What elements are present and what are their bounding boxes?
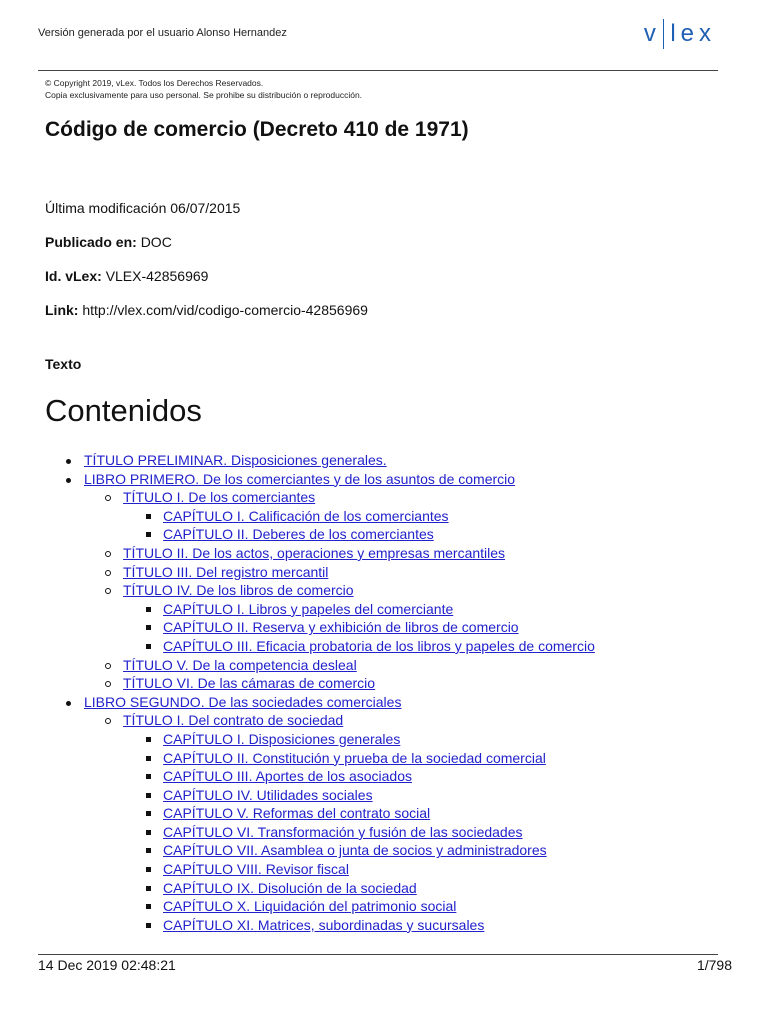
toc-link[interactable]: CAPÍTULO VI. Transformación y fusión de las sociedades xyxy=(163,823,523,840)
square-bullet-icon xyxy=(146,923,151,928)
vlex-id-label: Id. vLex: xyxy=(45,268,102,284)
table-of-contents xyxy=(0,451,595,934)
toc-item xyxy=(0,544,595,563)
toc-link[interactable]: TÍTULO VI. De las cámaras de comercio xyxy=(123,675,376,692)
circle-bullet-icon xyxy=(105,718,111,724)
toc-link[interactable]: CAPÍTULO XI. Matrices, subordinadas y sucursales xyxy=(163,916,485,933)
toc-link[interactable]: CAPÍTULO I. Libros y papeles del comerciante xyxy=(163,600,454,617)
disc-bullet-icon xyxy=(66,701,71,706)
published-label: Publicado en: xyxy=(45,234,137,250)
square-bullet-icon xyxy=(146,811,151,816)
toc-item xyxy=(0,618,595,637)
toc-item xyxy=(0,525,595,544)
toc-item xyxy=(0,600,595,619)
toc-link[interactable]: CAPÍTULO IV. Utilidades sociales xyxy=(163,786,373,803)
disc-bullet-icon xyxy=(66,478,71,483)
footer-page-number: 1/798 xyxy=(696,957,732,973)
toc-link[interactable]: CAPÍTULO V. Reformas del contrato social xyxy=(163,805,431,822)
toc-link[interactable]: TÍTULO I. De los comerciantes xyxy=(123,489,316,506)
toc-link[interactable]: TÍTULO I. Del contrato de sociedad xyxy=(123,712,344,729)
footer-timestamp: 14 Dec 2019 02:48:21 xyxy=(38,957,176,973)
toc-item xyxy=(0,637,595,656)
copyright-line-2: Copia exclusivamente para uso personal. Se prohibe su distribución o reproducción. xyxy=(45,90,363,100)
circle-bullet-icon xyxy=(105,681,111,687)
square-bullet-icon xyxy=(146,904,151,909)
circle-bullet-icon xyxy=(105,588,111,594)
toc-item xyxy=(0,841,595,860)
logo-right-letters: lex xyxy=(670,20,716,47)
toc-link[interactable]: TÍTULO III. Del registro mercantil xyxy=(123,563,329,580)
footer-divider xyxy=(38,954,718,955)
square-bullet-icon xyxy=(146,886,151,891)
toc-item xyxy=(0,767,595,786)
square-bullet-icon xyxy=(146,756,151,761)
toc-link[interactable]: CAPÍTULO II. Reserva y exhibición de libros de comercio xyxy=(163,619,519,636)
disc-bullet-icon xyxy=(66,459,71,464)
text-label: Texto xyxy=(45,356,82,372)
page-header xyxy=(38,0,718,70)
square-bullet-icon xyxy=(146,737,151,742)
toc-link[interactable]: CAPÍTULO IX. Disolución de la sociedad xyxy=(163,879,417,896)
square-bullet-icon xyxy=(146,793,151,798)
logo-divider xyxy=(663,19,665,49)
circle-bullet-icon xyxy=(105,495,111,501)
published-value: DOC xyxy=(140,234,172,250)
vlex-id xyxy=(45,268,208,284)
toc-item xyxy=(0,860,595,879)
circle-bullet-icon xyxy=(105,551,111,557)
toc-item xyxy=(0,897,595,916)
document-link xyxy=(45,302,368,318)
toc-item xyxy=(0,563,595,582)
toc-link[interactable]: LIBRO SEGUNDO. De las sociedades comerciales xyxy=(84,693,402,710)
toc-item xyxy=(0,804,595,823)
toc-item xyxy=(0,916,595,935)
square-bullet-icon xyxy=(146,830,151,835)
toc-link[interactable]: TÍTULO V. De la competencia desleal xyxy=(123,656,357,673)
square-bullet-icon xyxy=(146,607,151,612)
toc-item xyxy=(0,507,595,526)
toc-link[interactable]: CAPÍTULO VII. Asamblea o junta de socios y administradores xyxy=(163,842,547,859)
toc-link[interactable]: TÍTULO PRELIMINAR. Disposiciones generales. xyxy=(84,452,387,468)
toc-item xyxy=(0,470,595,489)
generated-by-text: Versión generada por el usuario Alonso Hernandez xyxy=(38,27,287,39)
header-divider xyxy=(38,70,718,71)
toc-link[interactable]: CAPÍTULO III. Aportes de los asociados xyxy=(163,768,413,785)
toc-item xyxy=(0,656,595,675)
toc-link[interactable]: CAPÍTULO II. Deberes de los comerciantes xyxy=(163,526,434,543)
toc-link[interactable]: CAPÍTULO I. Calificación de los comerciantes xyxy=(163,507,449,524)
last-modified: Última modificación 06/07/2015 xyxy=(45,200,241,216)
toc-item xyxy=(0,730,595,749)
toc-item xyxy=(0,581,595,600)
document-title: Código de comercio (Decreto 410 de 1971) xyxy=(45,118,469,141)
square-bullet-icon xyxy=(146,867,151,872)
link-label: Link: xyxy=(45,302,79,318)
toc-item xyxy=(0,749,595,768)
logo-left-letter: v xyxy=(643,20,661,47)
square-bullet-icon xyxy=(146,848,151,853)
square-bullet-icon xyxy=(146,644,151,649)
square-bullet-icon xyxy=(146,625,151,630)
toc-link[interactable]: TÍTULO IV. De los libros de comercio xyxy=(123,582,354,599)
toc-link[interactable]: CAPÍTULO III. Eficacia probatoria de los libros y papeles de comercio xyxy=(163,637,595,654)
copyright-notice xyxy=(45,77,362,101)
copyright-line-1: © Copyright 2019, vLex. Todos los Derechos Reservados. xyxy=(45,78,264,88)
square-bullet-icon xyxy=(146,774,151,779)
toc-link[interactable]: CAPÍTULO II. Constitución y prueba de la sociedad comercial xyxy=(163,749,546,766)
text-section-label xyxy=(45,356,81,372)
toc-item xyxy=(0,674,595,693)
toc-link[interactable]: TÍTULO II. De los actos, operaciones y empresas mercantiles xyxy=(123,544,506,561)
circle-bullet-icon xyxy=(105,663,111,669)
toc-link[interactable]: CAPÍTULO X. Liquidación del patrimonio social xyxy=(163,898,457,915)
link-value[interactable]: http://vlex.com/vid/codigo-comercio-42856969 xyxy=(82,302,368,318)
contents-heading: Contenidos xyxy=(45,393,202,428)
published-in xyxy=(45,234,172,250)
toc-link[interactable]: CAPÍTULO I. Disposiciones generales xyxy=(163,730,401,747)
toc-item xyxy=(0,823,595,842)
toc-link[interactable]: LIBRO PRIMERO. De los comerciantes y de los asuntos de comercio xyxy=(84,470,516,487)
toc-item xyxy=(0,488,595,507)
toc-item xyxy=(0,451,595,470)
toc-item xyxy=(0,879,595,898)
toc-item xyxy=(0,711,595,730)
vlex-logo[interactable] xyxy=(644,18,716,50)
square-bullet-icon xyxy=(146,514,151,519)
square-bullet-icon xyxy=(146,532,151,537)
toc-link[interactable]: CAPÍTULO VIII. Revisor fiscal xyxy=(163,861,349,878)
toc-item xyxy=(0,786,595,805)
vlex-id-value: VLEX-42856969 xyxy=(105,268,209,284)
circle-bullet-icon xyxy=(105,570,111,576)
toc-item xyxy=(0,693,595,712)
